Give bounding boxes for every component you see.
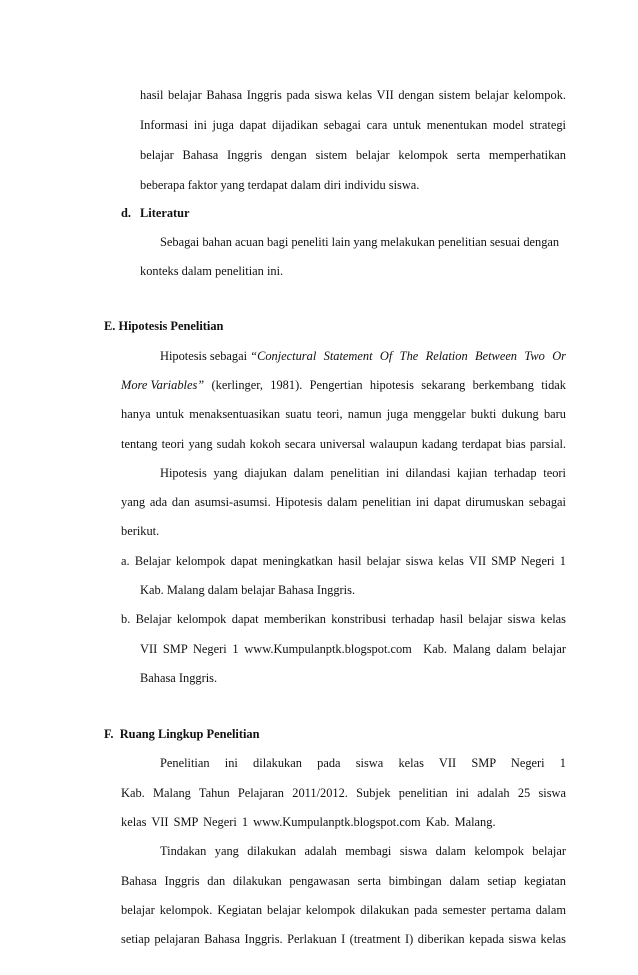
paragraph-line: hasil belajar Bahasa Inggris pada siswa kelas VII dengan sistem belajar kelompok. [140,88,566,102]
paragraph-line [160,349,566,364]
list-item: b. Belajar kelompok dapat memberikan konstribusi terhadap hasil belajar siswa kelas [121,612,566,626]
paragraph-line: Tindakan yang dilakukan adalah membagi siswa dalam kelompok belajar [160,844,566,858]
list-item: a. Belajar kelompok dapat meningkatkan hasil belajar siswa kelas VII SMP Negeri 1 [121,554,566,568]
paragraph-line: berikut. [121,524,160,538]
paragraph-line: belajar Bahasa Inggris dengan sistem belajar kelompok serta memperhatikan [140,148,566,162]
paragraph-line: Penelitian ini dilakukan pada siswa kelas VII SMP Negeri 1 [160,756,566,770]
paragraph-line: tentang teori yang sudah kokoh secara universal walaupun kadang terdapat bias parsial. [121,437,566,451]
paragraph-line: Hipotesis yang diajukan dalam penelitian ini dilandasi kajian terhadap teori [160,466,566,480]
paragraph-line: konteks dalam penelitian ini. [140,264,284,278]
paragraph-line: Sebagai bahan acuan bagi peneliti lain yang melakukan penelitian sesuai dengan [160,235,560,249]
paragraph-line [121,378,566,393]
section-heading: E. Hipotesis Penelitian [104,319,224,333]
section-heading: F. Ruang Lingkup Penelitian [104,727,260,741]
paragraph-line: hanya untuk menaksentuasikan suatu teori, namun juga menggelar bukti dukung baru [121,407,566,421]
quoted-definition: “Conjectural Statement Of The Relation Between Two Or [250,349,566,363]
subsection-title: Literatur [140,206,190,220]
paragraph-line: yang ada dan asumsi-asumsi. Hipotesis dalam penelitian ini dapat dirumuskan sebagai [121,495,566,509]
paragraph-line: kelas VII SMP Negeri 1 www.Kumpulanptk.blogspot.com Kab. Malang. [121,815,496,829]
paragraph-line: Informasi ini juga dapat dijadikan sebagai cara untuk menentukan model strategi [140,118,566,132]
paragraph-line: Kab. Malang Tahun Pelajaran 2011/2012. Subjek penelitian ini adalah 25 siswa [121,786,566,800]
paragraph-line: setiap pelajaran Bahasa Inggris. Perlakuan I (treatment I) diberikan kepada siswa kelas [121,932,566,946]
paragraph-line: belajar kelompok. Kegiatan belajar kelompok dilakukan pada semester pertama dalam [121,903,566,917]
paragraph-line: beberapa faktor yang terdapat dalam diri individu siswa. [140,178,420,192]
quoted-definition-end: More Variables” [121,378,205,392]
text-run: (kerlinger, 1981). Pengertian hipotesis sekarang berkembang tidak [204,378,566,392]
paragraph-line: Bahasa Inggris dan dilakukan pengawasan serta bimbingan dalam setiap kegiatan [121,874,566,888]
list-item-continuation: Bahasa Inggris. [140,671,218,685]
list-item-continuation: VII SMP Negeri 1 www.Kumpulanptk.blogspot.com Kab. Malang dalam belajar [140,642,566,656]
text-run: Hipotesis sebagai [160,349,251,363]
subsection-label: d. [121,206,131,220]
list-item-continuation: Kab. Malang dalam belajar Bahasa Inggris. [140,583,356,597]
